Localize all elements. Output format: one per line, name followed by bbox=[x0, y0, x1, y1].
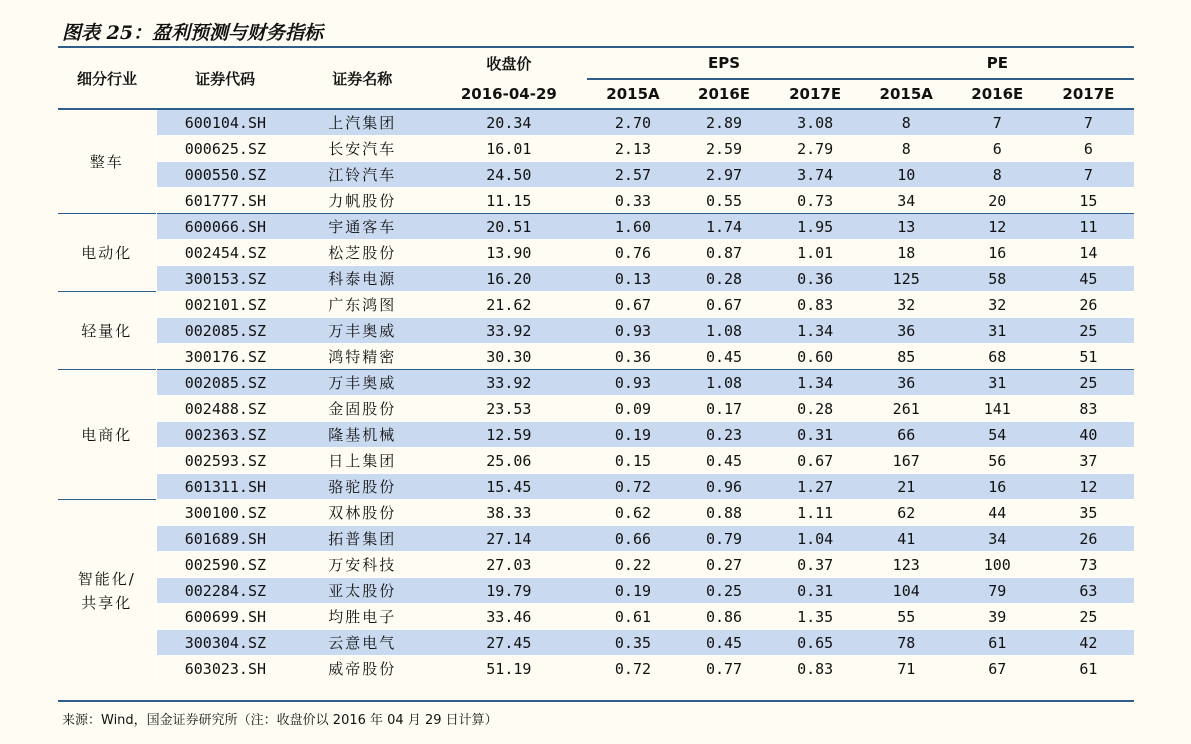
eps-2016e-cell: 0.25 bbox=[679, 578, 770, 604]
eps-2016e-cell: 0.77 bbox=[705, 659, 743, 678]
code-cell: 002488.SZ bbox=[184, 399, 267, 418]
eps-2017e-cell: 0.31 bbox=[770, 578, 861, 604]
pe-2017e-cell: 45 bbox=[1043, 266, 1134, 292]
code-cell: 300153.SZ bbox=[156, 266, 294, 292]
name-cell: 长安汽车 bbox=[328, 140, 397, 158]
header-eps-2015a: 2015A bbox=[587, 79, 678, 109]
name-cell: 亚太股份 bbox=[294, 578, 430, 604]
close-price-cell: 11.15 bbox=[486, 191, 532, 210]
name-cell: 上汽集团 bbox=[294, 109, 430, 136]
eps-2016e-cell: 0.45 bbox=[679, 630, 770, 656]
eps-2017e-cell: 2.79 bbox=[797, 139, 834, 158]
eps-2015a-cell: 0.67 bbox=[587, 292, 678, 318]
name-cell: 宇通客车 bbox=[294, 214, 430, 240]
name-cell: 骆驼股份 bbox=[294, 474, 430, 500]
name-cell: 隆基机械 bbox=[294, 422, 430, 448]
header-close-date: 2016-04-29 bbox=[430, 79, 587, 109]
name-cell: 威帝股份 bbox=[328, 660, 397, 678]
pe-2015a-cell: 21 bbox=[861, 474, 952, 500]
close-price-cell: 23.53 bbox=[486, 399, 532, 418]
pe-2017e-cell: 73 bbox=[1079, 555, 1098, 574]
code-cell: 603023.SH bbox=[184, 659, 267, 678]
close-price-cell: 51.19 bbox=[486, 659, 532, 678]
eps-2017e-cell: 0.65 bbox=[770, 630, 861, 656]
name-cell: 万丰奥威 bbox=[294, 370, 430, 396]
eps-2017e-cell: 1.01 bbox=[797, 243, 834, 262]
bottom-rule bbox=[58, 700, 1134, 702]
eps-2015a-cell: 0.62 bbox=[587, 500, 678, 526]
code-cell: 300176.SZ bbox=[184, 347, 267, 366]
eps-2017e-cell: 1.27 bbox=[770, 474, 861, 500]
name-cell: 均胜电子 bbox=[328, 608, 397, 626]
name-cell: 松芝股份 bbox=[328, 244, 397, 262]
eps-2015a-cell: 2.13 bbox=[614, 139, 652, 158]
table-row bbox=[58, 656, 1134, 682]
pe-2016e-cell: 67 bbox=[988, 659, 1007, 678]
code-cell: 000550.SZ bbox=[156, 162, 294, 188]
eps-2017e-cell: 0.60 bbox=[797, 347, 834, 366]
pe-2016e-cell: 141 bbox=[983, 399, 1011, 418]
name-cell: 日上集团 bbox=[328, 452, 397, 470]
header-name: 证券名称 bbox=[294, 48, 430, 109]
pe-2016e-cell: 58 bbox=[952, 266, 1043, 292]
industry-cell: 整车 bbox=[58, 109, 156, 214]
industry-group bbox=[58, 214, 1134, 292]
eps-2015a-cell: 2.70 bbox=[587, 109, 678, 136]
table-title: 图表 25：盈利预测与财务指标 bbox=[62, 22, 324, 44]
table-row bbox=[58, 136, 1134, 162]
pe-2017e-cell: 42 bbox=[1043, 630, 1134, 656]
eps-2017e-cell: 3.74 bbox=[770, 162, 861, 188]
pe-2015a-cell: 8 bbox=[901, 139, 911, 158]
name-cell: 万丰奥威 bbox=[294, 318, 430, 344]
close-price-cell: 27.45 bbox=[430, 630, 587, 656]
table-row bbox=[58, 474, 1134, 500]
eps-2017e-cell: 0.28 bbox=[797, 399, 834, 418]
industry-group bbox=[58, 292, 1134, 370]
close-price-cell: 15.45 bbox=[430, 474, 587, 500]
pe-2017e-cell: 83 bbox=[1079, 399, 1098, 418]
eps-2015a-cell: 0.93 bbox=[587, 318, 678, 344]
eps-2016e-cell: 0.45 bbox=[705, 451, 743, 470]
eps-2015a-cell: 0.19 bbox=[587, 578, 678, 604]
close-price-cell: 21.62 bbox=[430, 292, 587, 318]
close-price-cell: 13.90 bbox=[486, 243, 532, 262]
pe-2017e-cell: 35 bbox=[1043, 500, 1134, 526]
code-cell: 002085.SZ bbox=[156, 318, 294, 344]
close-price-cell: 38.33 bbox=[430, 500, 587, 526]
industry-cell: 电动化 bbox=[58, 214, 156, 292]
pe-2016e-cell: 16 bbox=[952, 474, 1043, 500]
pe-2016e-cell: 7 bbox=[952, 109, 1043, 136]
eps-2017e-cell: 0.73 bbox=[797, 191, 834, 210]
code-cell: 600066.SH bbox=[156, 214, 294, 240]
pe-2016e-cell: 54 bbox=[952, 422, 1043, 448]
close-price-cell: 12.59 bbox=[430, 422, 587, 448]
pe-2017e-cell: 11 bbox=[1043, 214, 1134, 240]
eps-2016e-cell: 0.27 bbox=[705, 555, 743, 574]
eps-2017e-cell: 0.83 bbox=[770, 292, 861, 318]
code-cell: 002284.SZ bbox=[156, 578, 294, 604]
pe-2015a-cell: 10 bbox=[861, 162, 952, 188]
eps-2015a-cell: 0.15 bbox=[614, 451, 652, 470]
pe-2015a-cell: 55 bbox=[897, 607, 916, 626]
header-eps-2017e: 2017E bbox=[770, 79, 861, 109]
source-note: 来源：Wind，国金证券研究所（注：收盘价以 2016 年 04 月 29 日计算） bbox=[62, 713, 498, 728]
table-header bbox=[58, 48, 1134, 109]
header-eps: EPS bbox=[587, 48, 860, 79]
pe-2017e-cell: 25 bbox=[1043, 370, 1134, 396]
code-cell: 002363.SZ bbox=[156, 422, 294, 448]
pe-2016e-cell: 20 bbox=[988, 191, 1007, 210]
pe-2015a-cell: 71 bbox=[897, 659, 916, 678]
table-row bbox=[58, 344, 1134, 370]
eps-2016e-cell: 0.67 bbox=[679, 292, 770, 318]
eps-2017e-cell: 1.95 bbox=[770, 214, 861, 240]
pe-2017e-cell: 51 bbox=[1079, 347, 1098, 366]
close-price-cell: 25.06 bbox=[486, 451, 532, 470]
table-row bbox=[58, 500, 1134, 526]
eps-2015a-cell: 0.36 bbox=[614, 347, 652, 366]
table-row bbox=[58, 604, 1134, 630]
code-cell: 600104.SH bbox=[156, 109, 294, 136]
table-row bbox=[58, 266, 1134, 292]
eps-2016e-cell: 1.74 bbox=[679, 214, 770, 240]
pe-2017e-cell: 7 bbox=[1043, 109, 1134, 136]
code-cell: 002593.SZ bbox=[184, 451, 267, 470]
eps-2016e-cell: 1.08 bbox=[679, 318, 770, 344]
industry-cell: 电商化 bbox=[58, 370, 156, 500]
eps-2015a-cell: 2.57 bbox=[587, 162, 678, 188]
eps-2016e-cell: 2.59 bbox=[705, 139, 743, 158]
pe-2015a-cell: 66 bbox=[861, 422, 952, 448]
eps-2016e-cell: 0.55 bbox=[705, 191, 743, 210]
eps-2017e-cell: 0.31 bbox=[770, 422, 861, 448]
pe-2015a-cell: 62 bbox=[861, 500, 952, 526]
pe-2015a-cell: 8 bbox=[861, 109, 952, 136]
pe-2016e-cell: 79 bbox=[952, 578, 1043, 604]
eps-2017e-cell: 0.37 bbox=[797, 555, 834, 574]
eps-2016e-cell: 0.23 bbox=[679, 422, 770, 448]
code-cell: 002454.SZ bbox=[184, 243, 267, 262]
close-price-cell: 24.50 bbox=[430, 162, 587, 188]
name-cell: 双林股份 bbox=[294, 500, 430, 526]
header-pe-2016e: 2016E bbox=[952, 79, 1043, 109]
eps-2015a-cell: 0.09 bbox=[614, 399, 652, 418]
table-row bbox=[58, 526, 1134, 552]
close-price-cell: 19.79 bbox=[430, 578, 587, 604]
pe-2017e-cell: 6 bbox=[1083, 139, 1093, 158]
close-price-cell: 16.01 bbox=[486, 139, 532, 158]
eps-2017e-cell: 1.04 bbox=[770, 526, 861, 552]
pe-2015a-cell: 85 bbox=[897, 347, 916, 366]
name-cell: 江铃汽车 bbox=[294, 162, 430, 188]
code-cell: 300100.SZ bbox=[156, 500, 294, 526]
industry-group bbox=[58, 500, 1134, 682]
pe-2017e-cell: 12 bbox=[1043, 474, 1134, 500]
table-row bbox=[58, 214, 1134, 240]
header-pe-2015a: 2015A bbox=[861, 79, 952, 109]
close-price-cell: 20.34 bbox=[430, 109, 587, 136]
header-industry: 细分行业 bbox=[58, 48, 156, 109]
name-cell: 科泰电源 bbox=[294, 266, 430, 292]
table-row bbox=[58, 162, 1134, 188]
pe-2016e-cell: 16 bbox=[988, 243, 1007, 262]
industry-label-line: 共享化 bbox=[81, 593, 133, 612]
eps-2016e-cell: 0.79 bbox=[679, 526, 770, 552]
pe-2017e-cell: 40 bbox=[1043, 422, 1134, 448]
pe-2016e-cell: 56 bbox=[988, 451, 1007, 470]
eps-2017e-cell: 1.34 bbox=[770, 370, 861, 396]
code-cell: 002085.SZ bbox=[156, 370, 294, 396]
pe-2016e-cell: 68 bbox=[988, 347, 1007, 366]
table-row bbox=[58, 396, 1134, 422]
eps-2017e-cell: 0.83 bbox=[797, 659, 834, 678]
code-cell: 601311.SH bbox=[156, 474, 294, 500]
pe-2017e-cell: 61 bbox=[1079, 659, 1098, 678]
pe-2017e-cell: 26 bbox=[1043, 526, 1134, 552]
eps-2017e-cell: 0.36 bbox=[770, 266, 861, 292]
pe-2015a-cell: 78 bbox=[861, 630, 952, 656]
name-cell: 金固股份 bbox=[328, 400, 397, 418]
eps-2015a-cell: 0.76 bbox=[614, 243, 652, 262]
pe-2015a-cell: 261 bbox=[892, 399, 920, 418]
name-cell: 力帆股份 bbox=[328, 192, 397, 210]
pe-2015a-cell: 36 bbox=[861, 318, 952, 344]
pe-2016e-cell: 34 bbox=[952, 526, 1043, 552]
code-cell: 300304.SZ bbox=[156, 630, 294, 656]
pe-2015a-cell: 167 bbox=[892, 451, 920, 470]
header-pe-2017e: 2017E bbox=[1043, 79, 1134, 109]
pe-2016e-cell: 6 bbox=[992, 139, 1002, 158]
industry-cell bbox=[58, 500, 156, 682]
pe-2015a-cell: 34 bbox=[897, 191, 916, 210]
pe-2017e-cell: 26 bbox=[1043, 292, 1134, 318]
close-price-cell: 33.92 bbox=[430, 370, 587, 396]
pe-2015a-cell: 32 bbox=[861, 292, 952, 318]
pe-2015a-cell: 13 bbox=[861, 214, 952, 240]
code-cell: 000625.SZ bbox=[184, 139, 267, 158]
eps-2016e-cell: 2.97 bbox=[679, 162, 770, 188]
pe-2015a-cell: 36 bbox=[861, 370, 952, 396]
code-cell: 601777.SH bbox=[184, 191, 267, 210]
code-cell: 600699.SH bbox=[184, 607, 267, 626]
pe-2016e-cell: 31 bbox=[952, 318, 1043, 344]
eps-2016e-cell: 0.87 bbox=[705, 243, 743, 262]
table-row bbox=[58, 109, 1134, 136]
code-cell: 002101.SZ bbox=[156, 292, 294, 318]
eps-2017e-cell: 1.35 bbox=[797, 607, 834, 626]
eps-2016e-cell: 0.28 bbox=[679, 266, 770, 292]
pe-2017e-cell: 14 bbox=[1079, 243, 1098, 262]
eps-2015a-cell: 1.60 bbox=[587, 214, 678, 240]
close-price-cell: 20.51 bbox=[430, 214, 587, 240]
close-price-cell: 33.46 bbox=[486, 607, 532, 626]
pe-2017e-cell: 37 bbox=[1079, 451, 1098, 470]
pe-2016e-cell: 8 bbox=[952, 162, 1043, 188]
eps-2015a-cell: 0.61 bbox=[614, 607, 652, 626]
pe-2017e-cell: 25 bbox=[1079, 607, 1098, 626]
eps-2016e-cell: 0.88 bbox=[679, 500, 770, 526]
eps-2016e-cell: 2.89 bbox=[679, 109, 770, 136]
forecast-table bbox=[58, 48, 1134, 681]
close-price-cell: 30.30 bbox=[486, 347, 532, 366]
header-code: 证券代码 bbox=[156, 48, 294, 109]
eps-2016e-cell: 0.17 bbox=[705, 399, 743, 418]
pe-2015a-cell: 125 bbox=[861, 266, 952, 292]
pe-2015a-cell: 104 bbox=[861, 578, 952, 604]
eps-2015a-cell: 0.22 bbox=[614, 555, 652, 574]
table-row bbox=[58, 240, 1134, 266]
pe-2016e-cell: 100 bbox=[983, 555, 1011, 574]
eps-2015a-cell: 0.13 bbox=[587, 266, 678, 292]
pe-2017e-cell: 63 bbox=[1043, 578, 1134, 604]
name-cell: 鸿特精密 bbox=[328, 348, 397, 366]
eps-2017e-cell: 0.67 bbox=[797, 451, 834, 470]
pe-2016e-cell: 31 bbox=[952, 370, 1043, 396]
header-pe: PE bbox=[861, 48, 1134, 79]
code-cell: 601689.SH bbox=[156, 526, 294, 552]
table-row bbox=[58, 292, 1134, 318]
eps-2017e-cell: 1.34 bbox=[770, 318, 861, 344]
pe-2016e-cell: 12 bbox=[952, 214, 1043, 240]
name-cell: 拓普集团 bbox=[294, 526, 430, 552]
table-row bbox=[58, 318, 1134, 344]
eps-2015a-cell: 0.35 bbox=[587, 630, 678, 656]
pe-2015a-cell: 18 bbox=[897, 243, 916, 262]
close-price-cell: 33.92 bbox=[430, 318, 587, 344]
eps-2015a-cell: 0.33 bbox=[614, 191, 652, 210]
pe-2015a-cell: 41 bbox=[861, 526, 952, 552]
table-row bbox=[58, 188, 1134, 214]
pe-2016e-cell: 44 bbox=[952, 500, 1043, 526]
industry-cell: 轻量化 bbox=[58, 292, 156, 370]
industry-group bbox=[58, 109, 1134, 214]
eps-2017e-cell: 3.08 bbox=[770, 109, 861, 136]
pe-2016e-cell: 61 bbox=[952, 630, 1043, 656]
pe-2016e-cell: 39 bbox=[988, 607, 1007, 626]
table-row bbox=[58, 630, 1134, 656]
close-price-cell: 16.20 bbox=[430, 266, 587, 292]
eps-2016e-cell: 0.96 bbox=[679, 474, 770, 500]
header-close: 收盘价 bbox=[486, 55, 532, 73]
pe-2016e-cell: 32 bbox=[952, 292, 1043, 318]
eps-2015a-cell: 0.72 bbox=[587, 474, 678, 500]
name-cell: 万安科技 bbox=[328, 556, 397, 574]
eps-2016e-cell: 0.45 bbox=[705, 347, 743, 366]
table-row bbox=[58, 552, 1134, 578]
name-cell: 广东鸿图 bbox=[294, 292, 430, 318]
pe-2017e-cell: 25 bbox=[1043, 318, 1134, 344]
table-row bbox=[58, 422, 1134, 448]
eps-2016e-cell: 0.86 bbox=[705, 607, 743, 626]
eps-2015a-cell: 0.19 bbox=[587, 422, 678, 448]
close-price-cell: 27.03 bbox=[486, 555, 532, 574]
eps-2017e-cell: 1.11 bbox=[770, 500, 861, 526]
table-row bbox=[58, 370, 1134, 396]
header-eps-2016e: 2016E bbox=[679, 79, 770, 109]
pe-2017e-cell: 15 bbox=[1079, 191, 1098, 210]
pe-2015a-cell: 123 bbox=[892, 555, 920, 574]
close-price-cell: 27.14 bbox=[430, 526, 587, 552]
industry-group bbox=[58, 370, 1134, 500]
pe-2017e-cell: 7 bbox=[1043, 162, 1134, 188]
eps-2015a-cell: 0.66 bbox=[587, 526, 678, 552]
industry-label-line: 智能化/ bbox=[77, 569, 136, 588]
code-cell: 002590.SZ bbox=[184, 555, 267, 574]
table-row bbox=[58, 448, 1134, 474]
eps-2015a-cell: 0.72 bbox=[614, 659, 652, 678]
table-row bbox=[58, 578, 1134, 604]
eps-2015a-cell: 0.93 bbox=[587, 370, 678, 396]
eps-2016e-cell: 1.08 bbox=[679, 370, 770, 396]
name-cell: 云意电气 bbox=[294, 630, 430, 656]
